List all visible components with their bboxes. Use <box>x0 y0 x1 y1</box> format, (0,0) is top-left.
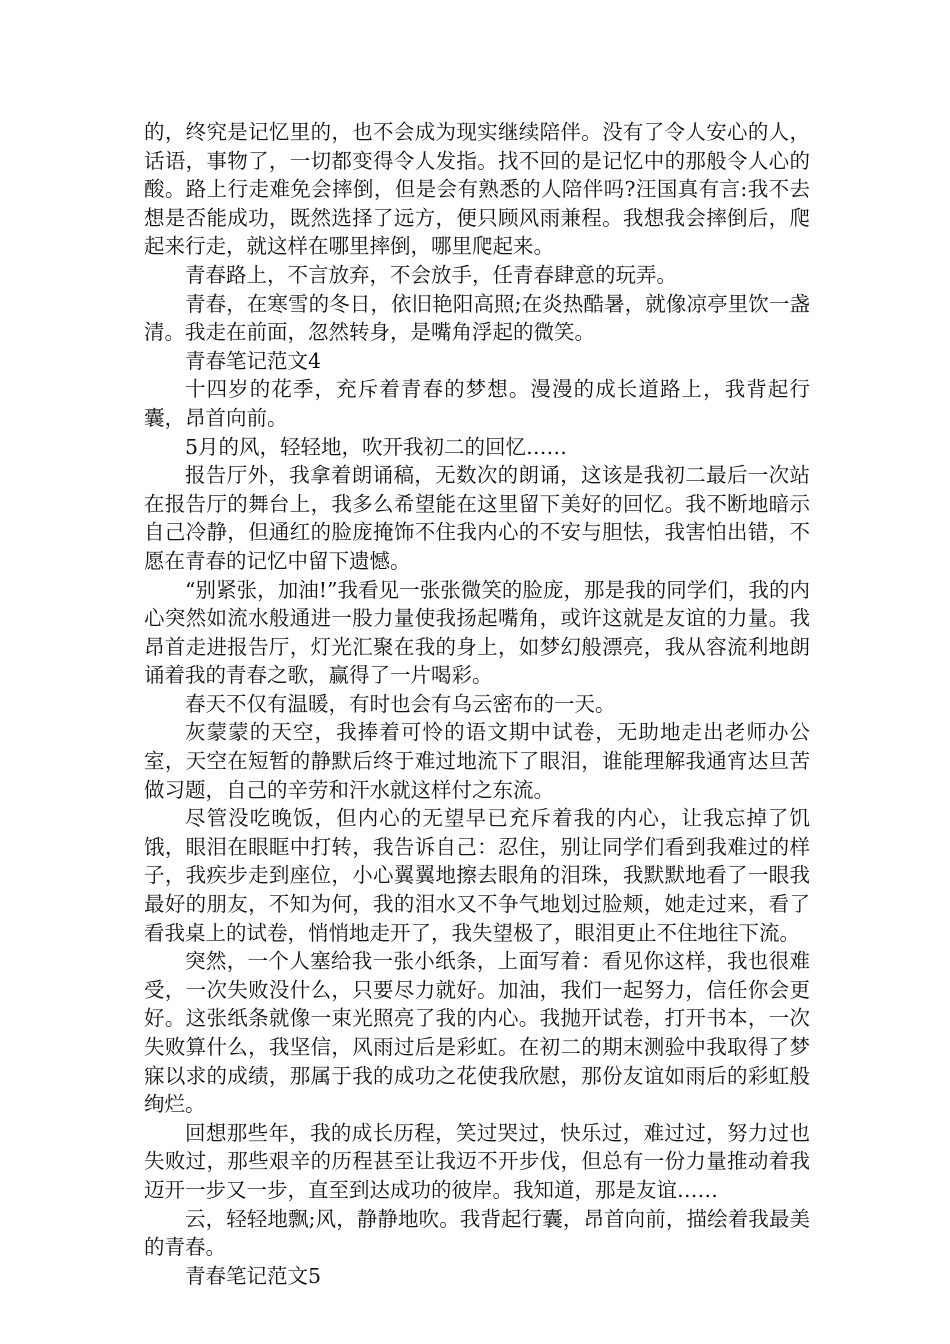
document-body <box>144 118 810 1290</box>
section-heading: 青春笔记范文4 <box>185 348 322 373</box>
paragraph: 尽管没吃晚饭，但内心的无望早已充斥着我的内心，让我忘掉了饥饿，眼泪在眼眶中打转，我告诉自己：忍住，别让同学们看到我难过的样子，我疾步走到座位，小心翼翼地擦去眼角的泪珠，我默默地看了一眼我最好的朋友，不知为何，我的泪水又不争气地划过脸颊，她走过来，看了看我桌上的试卷，悄悄地走开了，我失望极了，眼泪更止不住地往下流。 <box>144 806 810 945</box>
paragraph: 报告厅外，我拿着朗诵稿，无数次的朗诵，这该是我初二最后一次站在报告厅的舞台上，我多么希望能在这里留下美好的回忆。我不断地暗示自己冷静，但通红的脸庞掩饰不住我内心的不安与胆怯，我害怕出错，不愿在青春的记忆中留下遗憾。 <box>144 463 810 573</box>
paragraph: 突然，一个人塞给我一张小纸条，上面写着：看见你这样，我也很难受，一次失败没什么，只要尽力就好。加油，我们一起努力，信任你会更好。这张纸条就像一束光照亮了我的内心。我抛开试卷，打开书本，一次失败算什么，我坚信，风雨过后是彩虹。在初二的期末测验中我取得了梦寐以求的成绩，那属于我的成功之花使我欣慰，那份友谊如雨后的彩虹般绚烂。 <box>144 949 810 1117</box>
paragraph: “别紧张，加油!”我看见一张张微笑的脸庞，那是我的同学们，我的内心突然如流水般通进一股力量使我扬起嘴角，或许这就是友谊的力量。我昂首走进报告厅，灯光汇聚在我的身上，如梦幻般漂亮，我从容流利地朗诵着我的青春之歌，赢得了一片喝彩。 <box>144 577 810 688</box>
paragraph: 青春，在寒雪的冬日，依旧艳阳高照;在炎热酷暑，就像凉亭里饮一盏清。我走在前面，忽然转身，是嘴角浮起的微笑。 <box>144 291 810 345</box>
paragraph: 春天不仅有温暖，有时也会有乌云密布的一天。 <box>185 691 616 716</box>
paragraph: 云，轻轻地飘;风，静静地吹。我背起行囊，昂首向前，描绘着我最美的青春。 <box>144 1206 810 1260</box>
section-heading: 青春笔记范文5 <box>185 1263 322 1288</box>
paragraph: 的，终究是记忆里的，也不会成为现实继续陪伴。没有了令人安心的人，话语，事物了，一切都变得令人发指。找不回的是记忆中的那般令人心的酸。路上行走难免会摔倒，但是会有熟悉的人陪伴吗?汪国真有言:我不去想是否能成功，既然选择了远方，便只顾风雨兼程。我想我会摔倒后，爬起来行走，就这样在哪里摔倒，哪里爬起来。 <box>144 120 810 259</box>
paragraph: 5月的风，轻轻地，吹开我初二的回忆…… <box>185 434 568 459</box>
paragraph: 青春路上，不言放弃，不会放手，任青春肆意的玩弄。 <box>185 262 677 287</box>
paragraph: 灰蒙蒙的天空，我捧着可怜的语文期中试卷，无助地走出老师办公室，天空在短暂的静默后终于难过地流下了眼泪，谁能理解我通宵达旦苦做习题，自己的辛劳和汗水就这样付之东流。 <box>144 720 810 802</box>
paragraph: 十四岁的花季，充斥着青春的梦想。漫漫的成长道路上，我背起行囊，昂首向前。 <box>144 377 810 430</box>
paragraph: 回想那些年，我的成长历程，笑过哭过，快乐过，难过过，努力过也失败过，那些艰辛的历程甚至让我迈不开步伐，但总有一份力量推动着我迈开一步又一步，直至到达成功的彼岸。我知道，那是友谊…… <box>144 1120 810 1202</box>
